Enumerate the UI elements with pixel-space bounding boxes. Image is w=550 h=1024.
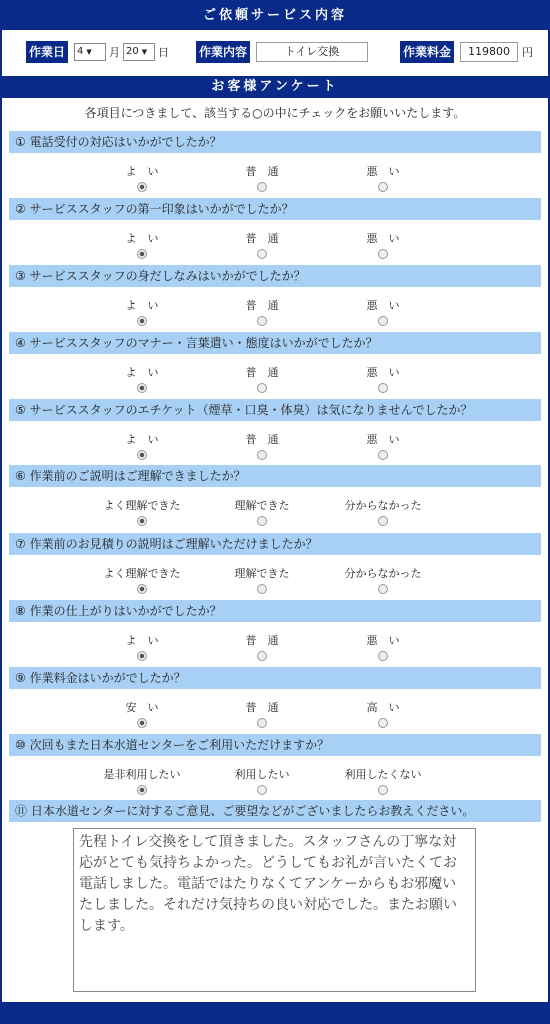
- work-fee-field[interactable]: 119800: [460, 42, 518, 62]
- option-label: 理解できた: [234, 567, 290, 580]
- radio-button[interactable]: [378, 383, 388, 393]
- work-content-label: 作業内容: [196, 41, 250, 63]
- radio-button[interactable]: [378, 785, 388, 795]
- option-label: 普 通: [245, 299, 279, 312]
- radio-button[interactable]: [257, 182, 267, 192]
- option-2[interactable]: [202, 364, 322, 393]
- work-fee-label: 作業料金: [400, 41, 454, 63]
- option-label: 普 通: [245, 366, 279, 379]
- work-date-label: 作業日: [26, 41, 68, 63]
- option-2[interactable]: [202, 497, 322, 526]
- radio-button[interactable]: [257, 383, 267, 393]
- radio-button[interactable]: [378, 316, 388, 326]
- day-select[interactable]: [123, 43, 155, 61]
- month-unit: 月: [109, 46, 121, 59]
- radio-button[interactable]: [137, 383, 147, 393]
- option-label: 悪 い: [366, 165, 400, 178]
- question-4: [9, 332, 541, 379]
- question-5: [9, 399, 541, 446]
- question-1: [9, 131, 541, 178]
- option-2[interactable]: [202, 699, 322, 728]
- option-label: よ い: [125, 299, 159, 312]
- option-label: よく理解できた: [103, 567, 181, 580]
- option-3[interactable]: [323, 632, 443, 661]
- question-text: ④ サービススタッフのマナー・言葉遣い・態度はいかがでしたか？: [9, 332, 541, 354]
- option-1[interactable]: [82, 431, 202, 460]
- question-text: ⑧ 作業の仕上がりはいかがでしたか？: [9, 600, 541, 622]
- survey-intro: 各項目につきまして、該当する○の中にチェックをお願いいたします。: [84, 106, 466, 120]
- question-text: ⑦ 作業前のお見積りの説明はご理解いただけましたか？: [9, 533, 541, 555]
- radio-button[interactable]: [137, 584, 147, 594]
- radio-button[interactable]: [378, 651, 388, 661]
- month-value: 4: [77, 46, 84, 57]
- radio-button[interactable]: [137, 516, 147, 526]
- option-2[interactable]: [202, 632, 322, 661]
- radio-button[interactable]: [257, 718, 267, 728]
- option-label: 普 通: [245, 634, 279, 647]
- question-8: [9, 600, 541, 647]
- option-label: 安 い: [125, 701, 159, 714]
- question-text: ⑩ 次回もまた日本水道センターをご利用いただけますか？: [9, 734, 541, 756]
- question-6: [9, 465, 541, 512]
- option-3[interactable]: [323, 431, 443, 460]
- option-3[interactable]: [323, 297, 443, 326]
- option-label: 悪 い: [366, 433, 400, 446]
- question-text: ⑥ 作業前のご説明はご理解できましたか？: [9, 465, 541, 487]
- work-content-group: [196, 40, 368, 64]
- question-7: [9, 533, 541, 580]
- option-1[interactable]: [82, 699, 202, 728]
- radio-button[interactable]: [137, 785, 147, 795]
- option-label: 悪 い: [366, 634, 400, 647]
- option-label: 利用したくない: [344, 768, 422, 781]
- option-label: 普 通: [245, 433, 279, 446]
- option-1[interactable]: [82, 766, 202, 795]
- option-label: 悪 い: [366, 366, 400, 379]
- radio-button[interactable]: [257, 516, 267, 526]
- option-label: よ い: [125, 232, 159, 245]
- work-content-field[interactable]: トイレ交換: [256, 42, 368, 62]
- radio-button[interactable]: [378, 584, 388, 594]
- option-2[interactable]: [202, 163, 322, 192]
- question-text: ⑤ サービススタッフのエチケット（煙草・口臭・体臭）は気になりませんでしたか？: [9, 399, 541, 421]
- radio-button[interactable]: [378, 450, 388, 460]
- option-2[interactable]: [202, 230, 322, 259]
- option-1[interactable]: [82, 297, 202, 326]
- option-label: 利用したい: [234, 768, 290, 781]
- comment-textarea[interactable]: 先程トイレ交換をして頂きました。スタッフさんの丁寧な対応がとても気持ちよかった。どうしてもお礼が言いたくてお電話しました。電話ではたりなくてアンケーからもお邪魔いたしました。それだけ気持ちの良い対応でした。またお願いします。: [73, 828, 476, 992]
- radio-button[interactable]: [257, 785, 267, 795]
- option-1[interactable]: [82, 230, 202, 259]
- option-label: 普 通: [245, 701, 279, 714]
- question-text: ⑨ 作業料金はいかがでしたか？: [9, 667, 541, 689]
- day-value: 20: [126, 46, 139, 57]
- radio-button[interactable]: [137, 316, 147, 326]
- radio-button[interactable]: [137, 651, 147, 661]
- option-label: よ い: [125, 634, 159, 647]
- question-text: ③ サービススタッフの身だしなみはいかがでしたか？: [9, 265, 541, 287]
- option-2[interactable]: [202, 431, 322, 460]
- option-label: 普 通: [245, 232, 279, 245]
- question-10: [9, 734, 541, 781]
- option-label: 分からなかった: [344, 567, 422, 580]
- radio-button[interactable]: [137, 450, 147, 460]
- radio-button[interactable]: [257, 584, 267, 594]
- option-label: 是非利用したい: [103, 768, 181, 781]
- option-label: よ い: [125, 165, 159, 178]
- radio-button[interactable]: [378, 182, 388, 192]
- question-text: ① 電話受付の対応はいかがでしたか？: [9, 131, 541, 153]
- radio-button[interactable]: [257, 249, 267, 259]
- chevron-down-icon: ▼: [141, 48, 148, 56]
- fee-unit: 円: [522, 46, 534, 59]
- radio-button[interactable]: [137, 182, 147, 192]
- question-text: ⑪ 日本水道センターに対するご意見、ご要望などがございましたらお教えください。: [9, 800, 541, 822]
- radio-button[interactable]: [257, 316, 267, 326]
- option-3[interactable]: [323, 364, 443, 393]
- option-label: よ い: [125, 366, 159, 379]
- option-label: よく理解できた: [103, 499, 181, 512]
- option-3[interactable]: [323, 497, 443, 526]
- option-2[interactable]: [202, 297, 322, 326]
- option-1[interactable]: [82, 565, 202, 594]
- radio-button[interactable]: [378, 249, 388, 259]
- option-1[interactable]: [82, 632, 202, 661]
- survey-header: お客様アンケート: [2, 76, 548, 98]
- service-header: ご依頼サービス内容: [2, 2, 548, 30]
- option-label: 高 い: [366, 701, 400, 714]
- work-fee-group: [400, 40, 533, 64]
- option-label: 悪 い: [366, 299, 400, 312]
- chevron-down-icon: ▼: [86, 48, 92, 56]
- radio-button[interactable]: [378, 516, 388, 526]
- option-2[interactable]: [202, 766, 322, 795]
- option-1[interactable]: [82, 364, 202, 393]
- day-unit: 日: [158, 46, 170, 59]
- option-3[interactable]: [323, 565, 443, 594]
- option-3[interactable]: [323, 766, 443, 795]
- question-2: [9, 198, 541, 245]
- footer-bar: [2, 1002, 548, 1022]
- option-3[interactable]: [323, 699, 443, 728]
- question-3: [9, 265, 541, 312]
- radio-button[interactable]: [137, 718, 147, 728]
- radio-button[interactable]: [257, 450, 267, 460]
- option-label: 分からなかった: [344, 499, 422, 512]
- option-label: 普 通: [245, 165, 279, 178]
- option-1[interactable]: [82, 497, 202, 526]
- option-label: 悪 い: [366, 232, 400, 245]
- radio-button[interactable]: [137, 249, 147, 259]
- option-label: よ い: [125, 433, 159, 446]
- option-3[interactable]: [323, 163, 443, 192]
- option-1[interactable]: [82, 163, 202, 192]
- question-text: ② サービススタッフの第一印象はいかがでしたか？: [9, 198, 541, 220]
- work-date-group: [26, 40, 169, 64]
- month-select[interactable]: [74, 43, 106, 61]
- radio-button[interactable]: [257, 651, 267, 661]
- option-3[interactable]: [323, 230, 443, 259]
- option-label: 理解できた: [234, 499, 290, 512]
- radio-button[interactable]: [378, 718, 388, 728]
- question-11: [9, 800, 541, 822]
- question-9: [9, 667, 541, 714]
- option-2[interactable]: [202, 565, 322, 594]
